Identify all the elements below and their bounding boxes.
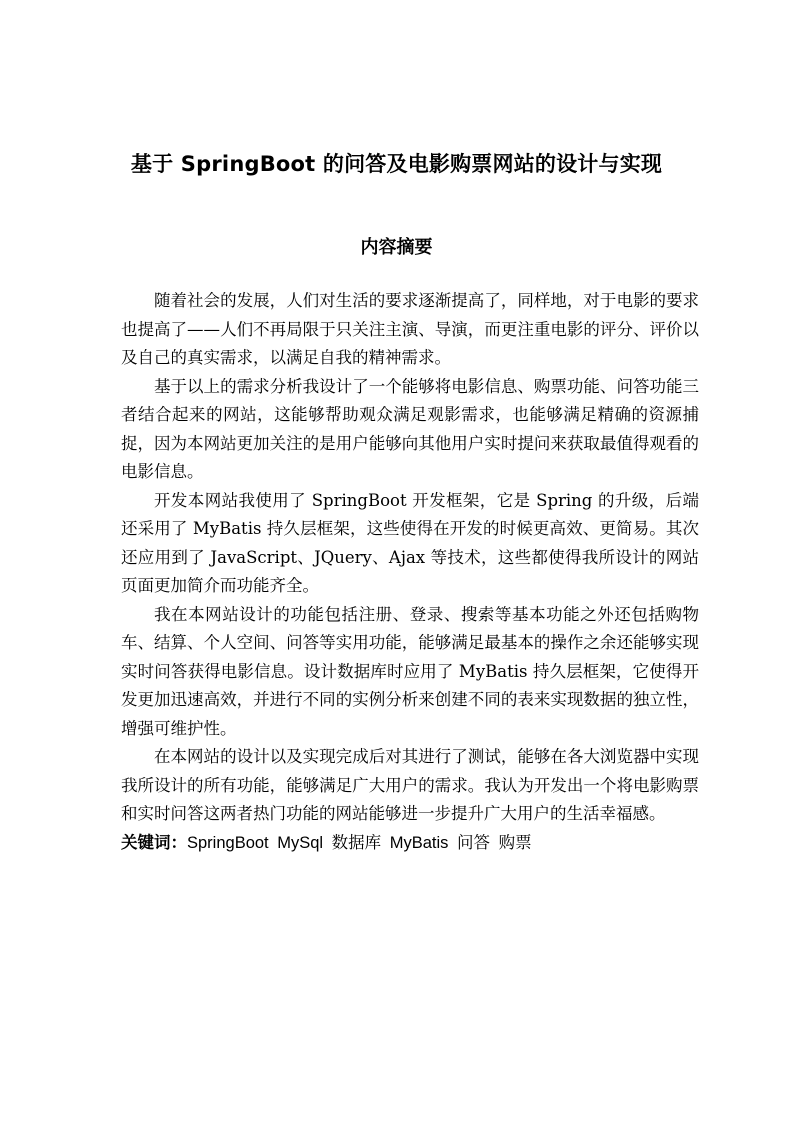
keywords-values: SpringBoot MySql 数据库 MyBatis 问答 购票: [187, 833, 532, 852]
keywords-line: [121, 829, 699, 858]
abstract-paragraph-1: 随着社会的发展，人们对生活的要求逐渐提高了，同样地，对于电影的要求也提高了——人们不再局限于只关注主演、导演，而更注重电影的评分、评价以及自己的真实需求，以满足自我的精神需求。: [121, 291, 699, 367]
abstract-heading: 内容摘要: [360, 237, 433, 258]
abstract-body: [121, 287, 699, 857]
abstract-paragraph-3: 开发本网站我使用了 SpringBoot 开发框架，它是 Spring 的升级，后端还采用了 MyBatis 持久层框架，这些使得在开发的时候更高效、更简易。其次还应用到了 JavaScript、JQuery、Ajax 等技术，这些都使得我所设计的网站页面更加简介而功能齐全。: [121, 490, 699, 595]
abstract-paragraph-4: 我在本网站设计的功能包括注册、登录、搜索等基本功能之外还包括购物车、结算、个人空间、问答等实用功能，能够满足最基本的操作之余还能够实现实时问答获得电影信息。设计数据库时应用了 MyBatis 持久层框架，它使得开发更加迅速高效，并进行不同的实例分析来创建不同的表来实现数据的独立性，增强可维护性。: [121, 604, 699, 738]
paper-title: 基于 SpringBoot 的问答及电影购票网站的设计与实现: [130, 152, 663, 176]
keywords-label: 关键词：: [121, 832, 187, 852]
abstract-paragraph-2: 基于以上的需求分析我设计了一个能够将电影信息、购票功能、问答功能三者结合起来的网站，这能够帮助观众满足观影需求，也能够满足精确的资源捕捉，因为本网站更加关注的是用户能够向其他用户实时提问来获取最值得观看的电影信息。: [121, 376, 699, 481]
abstract-paragraph-5: 在本网站的设计以及实现完成后对其进行了测试，能够在各大浏览器中实现我所设计的所有功能，能够满足广大用户的需求。我认为开发出一个将电影购票和实时问答这两者热门功能的网站能够进一步提升广大用户的生活幸福感。: [121, 747, 699, 823]
